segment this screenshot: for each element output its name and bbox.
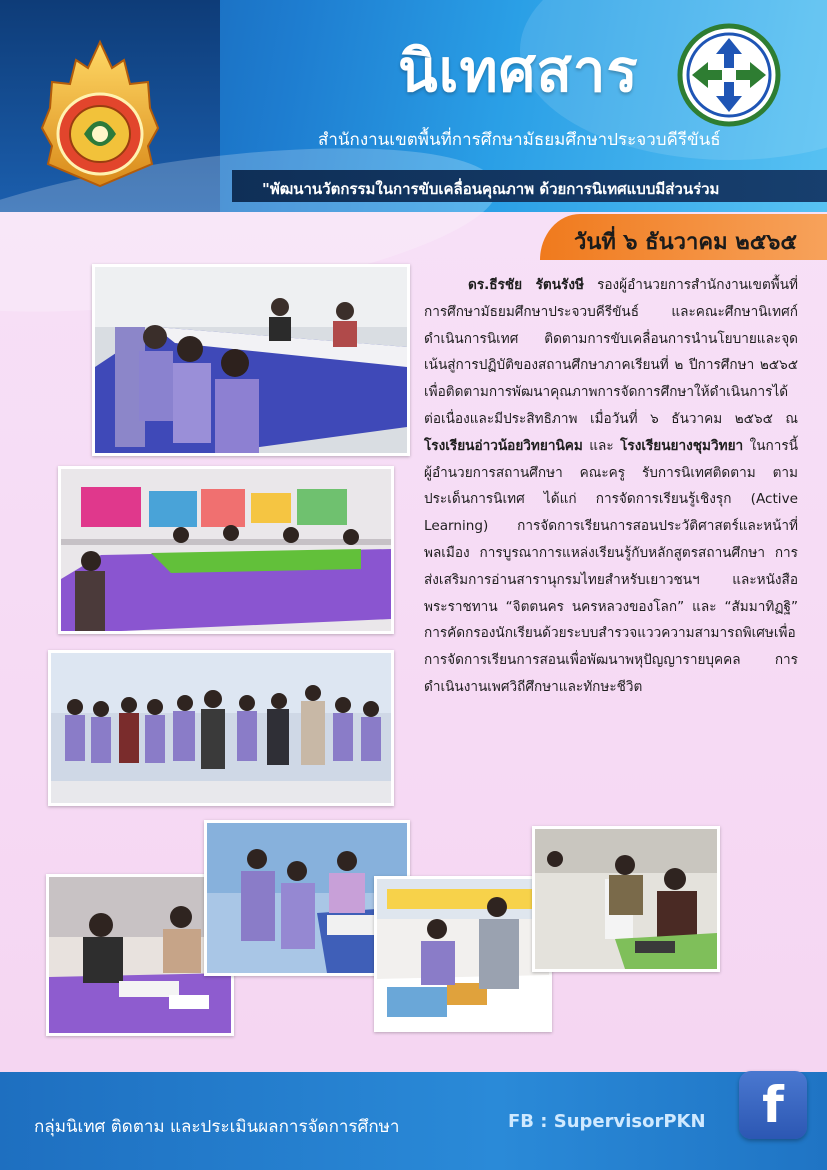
- article-text-2: ในการนี้ ผู้อำนวยการสถานศึกษา คณะครู รับการนิเทศติดตาม ตามประเด็นการนิเทศ ได้แก่ การจัดการเรียนรู้เชิงรุก (Active Learning) การจัดการเรียนการสอนประวัติศาสตร์และหน้าที่พลเมือง การบูรณาการแหล่งเรียนรู้กับหลักสูตรสถานศึกษา การส่งเสริมการอ่านสารานุกรมไทยสำหรับเยาวชนฯ และหนังสือพระราชทาน “จิตตนคร นครหลวงของโลก” และ “สัมมาทิฏฐิ” การคัดกรองนักเรียนด้วยระบบสำรวจแววความสามารถพิเศษเพื่อการจัดการเรียนการสอนเพื่อพัฒนาพหุปัญญารายบุคคล การดำเนินงานเพศวิถีศึกษาและทักษะชีวิต: [424, 437, 798, 695]
- school-name-1: โรงเรียนอ่าวน้อยวิทยานิคม: [424, 437, 583, 454]
- photo-student-desk: [532, 826, 720, 972]
- photo-meeting-1: [92, 264, 410, 456]
- school-name-2: โรงเรียนยางชุมวิทยา: [620, 437, 744, 454]
- article-paragraph: [424, 272, 798, 701]
- supervision-arrows-logo-icon: [676, 22, 782, 128]
- facebook-icon[interactable]: [739, 1071, 807, 1139]
- facebook-glyph: f: [762, 1076, 784, 1134]
- article-body: [424, 272, 798, 701]
- facebook-page-link[interactable]: FB : SupervisorPKN: [508, 1111, 706, 1132]
- newsletter-title: นิเทศสาร: [398, 37, 639, 105]
- date-label: วันที่ ๖ ธันวาคม ๒๕๖๕: [574, 230, 797, 255]
- slogan-text: "พัฒนานวัตกรรมในการขับเคลื่อนคุณภาพ ด้วยการนิเทศแบบมีส่วนร่วม: [262, 180, 720, 198]
- office-name: สำนักงานเขตพื้นที่การศึกษามัธยมศึกษาประจวบคีรีขันธ์: [318, 130, 721, 150]
- footer-group-name: กลุ่มนิเทศ ติดตาม และประเมินผลการจัดการศึกษา: [34, 1117, 400, 1137]
- photo-book-display: [374, 876, 552, 1032]
- obec-seal-icon: [38, 38, 162, 190]
- photo-meeting-2: [58, 466, 394, 634]
- article-text-1: รองผู้อำนวยการสำนักงานเขตพื้นที่การศึกษามัธยมศึกษาประจวบคีรีขันธ์ และคณะศึกษานิเทศก์ ดำเนินการนิเทศ ติดตามการขับเคลื่อนการนำนโยบายและจุดเน้นสู่การปฏิบัติของสถานศึกษาภาคเรียนที่ ๒ ปีการศึกษา ๒๕๖๕ เพื่อติดตามการพัฒนาคุณภาพการจัดการศึกษาให้ดำเนินการได้ต่อเนื่องและมีประสิทธิภาพ เมื่อวันที่ ๖ ธันวาคม ๒๕๖๕ ณ: [424, 277, 798, 427]
- lead-person-name: ดร.ธีรชัย รัตนรังษี: [468, 277, 584, 293]
- photo-group: [48, 650, 394, 806]
- conjunction-text: และ: [582, 437, 621, 454]
